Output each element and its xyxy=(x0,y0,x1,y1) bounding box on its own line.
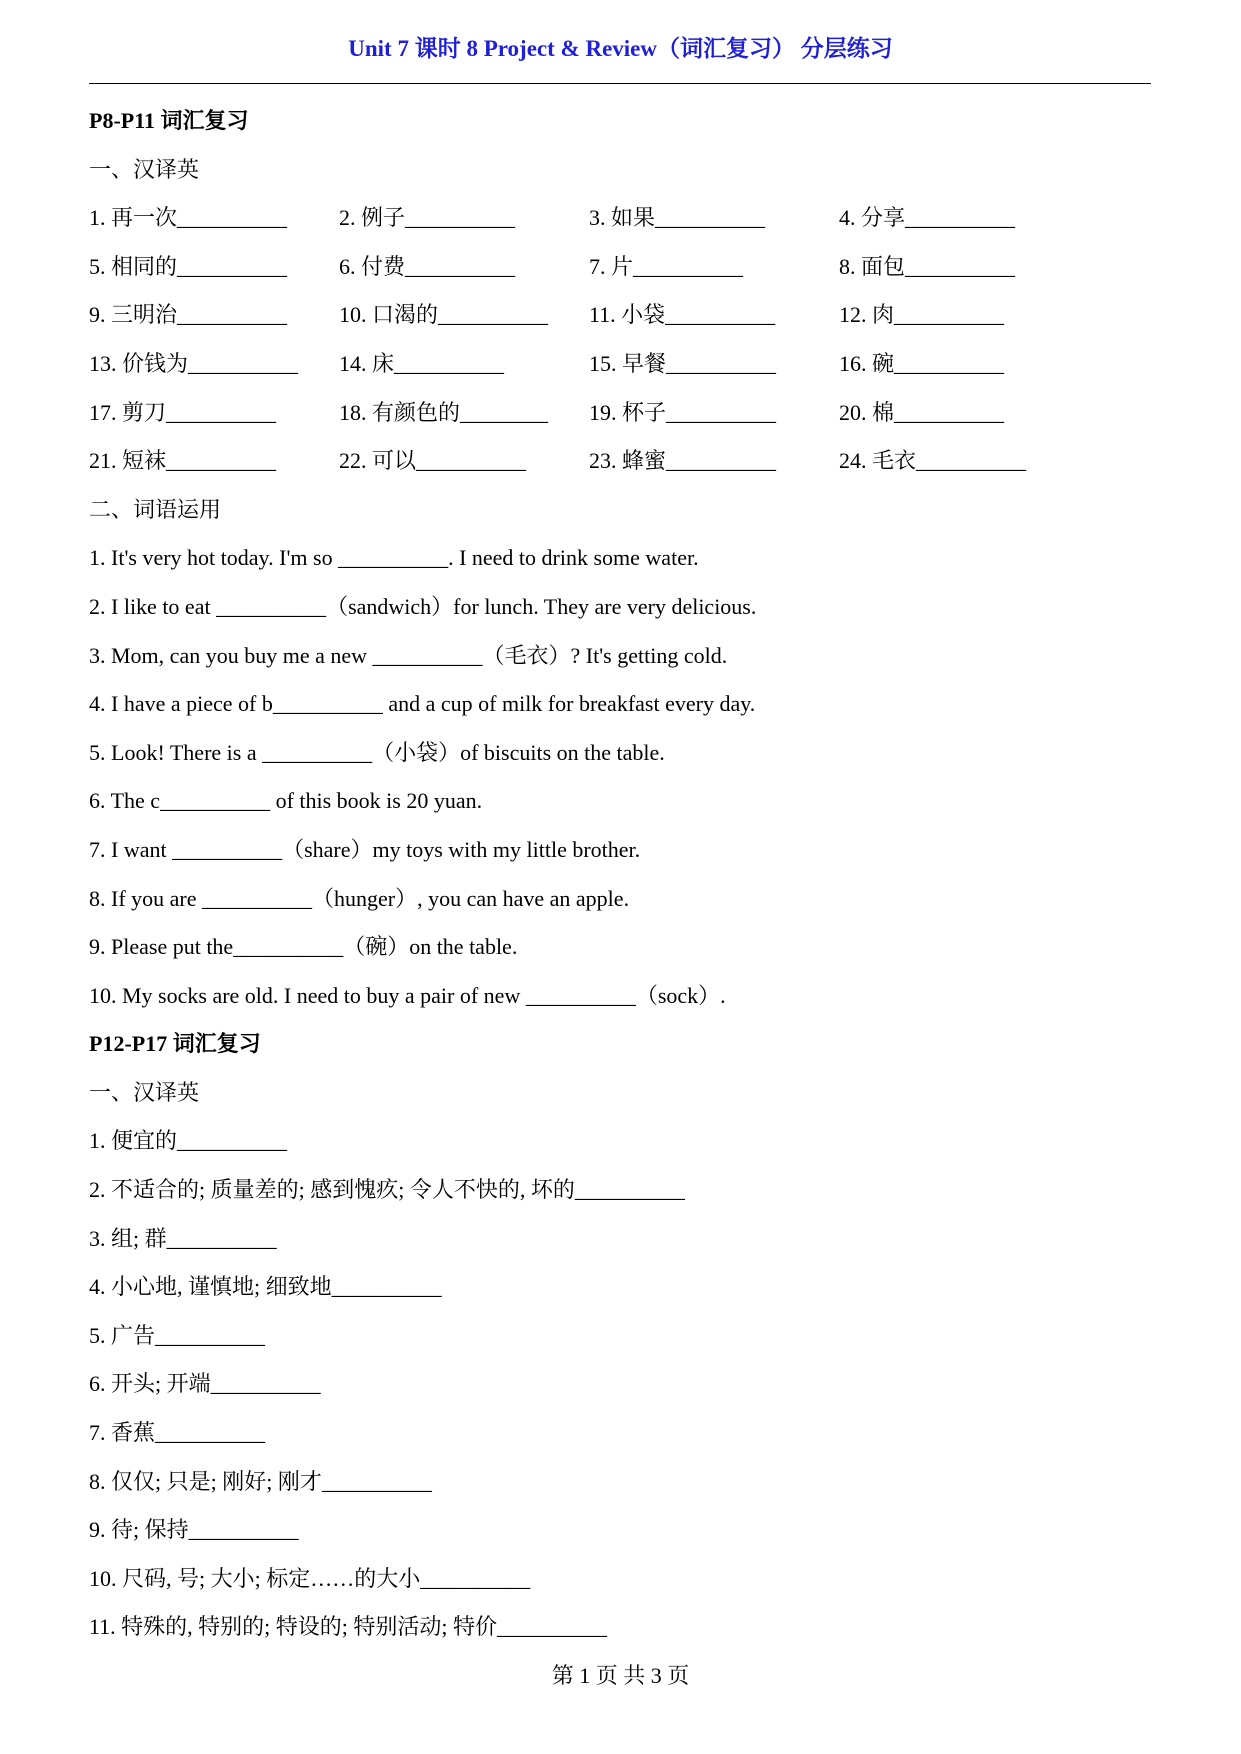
vocab-item: 2. 不适合的; 质量差的; 感到愧疚; 令人不快的, 坏的__________ xyxy=(89,1177,685,1203)
vocab-item: 24. 毛衣__________ xyxy=(839,448,1027,474)
vocab-row xyxy=(89,291,1151,340)
vocab-item: 10. 尺码, 号; 大小; 标定……的大小__________ xyxy=(89,1565,531,1591)
vocab-row xyxy=(89,194,1151,243)
vocab-item: 23. 蜂蜜__________ xyxy=(589,448,777,474)
vocab-item: 12. 肉__________ xyxy=(839,302,1005,328)
exercise-item: 8. If you are __________（hunger）, you can have an apple. xyxy=(89,885,630,911)
vocab-item: 4. 小心地, 谨慎地; 细致地__________ xyxy=(89,1274,442,1300)
section-title: P8-P11 词汇复习 xyxy=(89,108,249,133)
vocab-item: 9. 三明治__________ xyxy=(89,302,288,328)
vocab-item: 11. 小袋__________ xyxy=(589,302,776,328)
exercise-item: 4. I have a piece of b__________ and a cup of milk for breakfast every day. xyxy=(89,691,756,717)
vocab-row xyxy=(89,437,1151,486)
vocab-grid xyxy=(89,194,1151,486)
exercise-item: 9. Please put the__________（碗）on the table. xyxy=(89,934,518,960)
vocab-item: 1. 便宜的__________ xyxy=(89,1128,288,1154)
page-number: 第 1 页 共 3 页 xyxy=(551,1663,690,1688)
part-heading: 一、汉译英 xyxy=(89,156,200,182)
translation-list xyxy=(89,1117,1151,1652)
vocab-item: 14. 床__________ xyxy=(339,350,505,376)
vocab-row xyxy=(89,243,1151,292)
vocab-item: 7. 片__________ xyxy=(589,253,744,279)
page-title: Unit 7 课时 8 Project & Review（词汇复习） 分层练习 xyxy=(348,36,893,61)
exercise-item: 1. It's very hot today. I'm so __________. I need to drink some water. xyxy=(89,545,699,571)
vocab-item: 6. 付费__________ xyxy=(339,253,516,279)
exercise-item: 5. Look! There is a __________（小袋）of biscuits on the table. xyxy=(89,739,665,765)
vocab-item: 6. 开头; 开端__________ xyxy=(89,1371,321,1397)
exercise-item: 2. I like to eat __________（sandwich）for lunch. They are very delicious. xyxy=(89,593,757,619)
vocab-item: 1. 再一次__________ xyxy=(89,205,288,231)
vocab-item: 8. 面包__________ xyxy=(839,253,1016,279)
vocab-item: 16. 碗__________ xyxy=(839,350,1005,376)
vocab-item: 17. 剪刀__________ xyxy=(89,399,277,425)
vocab-item: 5. 相同的__________ xyxy=(89,253,288,279)
exercise-item: 7. I want __________（share）my toys with my little brother. xyxy=(89,836,641,862)
section-title: P12-P17 词汇复习 xyxy=(89,1031,261,1057)
vocab-item: 15. 早餐__________ xyxy=(589,350,777,376)
exercise-item: 6. The c__________ of this book is 20 yuan. xyxy=(89,788,483,814)
vocab-item: 3. 组; 群__________ xyxy=(89,1225,277,1251)
vocab-item: 22. 可以__________ xyxy=(339,448,527,474)
vocab-item: 2. 例子__________ xyxy=(339,205,516,231)
vocab-item: 11. 特殊的, 特别的; 特设的; 特别活动; 特价__________ xyxy=(89,1614,608,1640)
part-heading: 一、汉译英 xyxy=(89,1079,200,1105)
vocab-item: 7. 香蕉__________ xyxy=(89,1420,266,1446)
vocab-item: 19. 杯子__________ xyxy=(589,399,777,425)
exercise-item: 10. My socks are old. I need to buy a pair of new __________（sock）. xyxy=(89,982,726,1008)
vocab-item: 9. 待; 保持__________ xyxy=(89,1517,299,1543)
worksheet-content xyxy=(89,97,1151,1652)
vocab-item: 5. 广告__________ xyxy=(89,1322,266,1348)
vocab-row xyxy=(89,340,1151,389)
vocab-item: 4. 分享__________ xyxy=(839,205,1016,231)
vocab-item: 18. 有颜色的________ xyxy=(339,399,549,425)
vocab-item: 8. 仅仅; 只是; 刚好; 刚才__________ xyxy=(89,1468,432,1494)
word-usage-list xyxy=(89,534,1151,1020)
vocab-item: 20. 棉__________ xyxy=(839,399,1005,425)
vocab-row xyxy=(89,389,1151,438)
vocab-item: 3. 如果__________ xyxy=(589,205,766,231)
vocab-item: 21. 短袜__________ xyxy=(89,448,277,474)
vocab-item: 13. 价钱为__________ xyxy=(89,350,299,376)
exercise-item: 3. Mom, can you buy me a new __________（毛衣）? It's getting cold. xyxy=(89,642,728,668)
part-heading: 二、词语运用 xyxy=(89,496,222,522)
header-divider xyxy=(89,83,1151,84)
vocab-item: 10. 口渴的__________ xyxy=(339,302,549,328)
